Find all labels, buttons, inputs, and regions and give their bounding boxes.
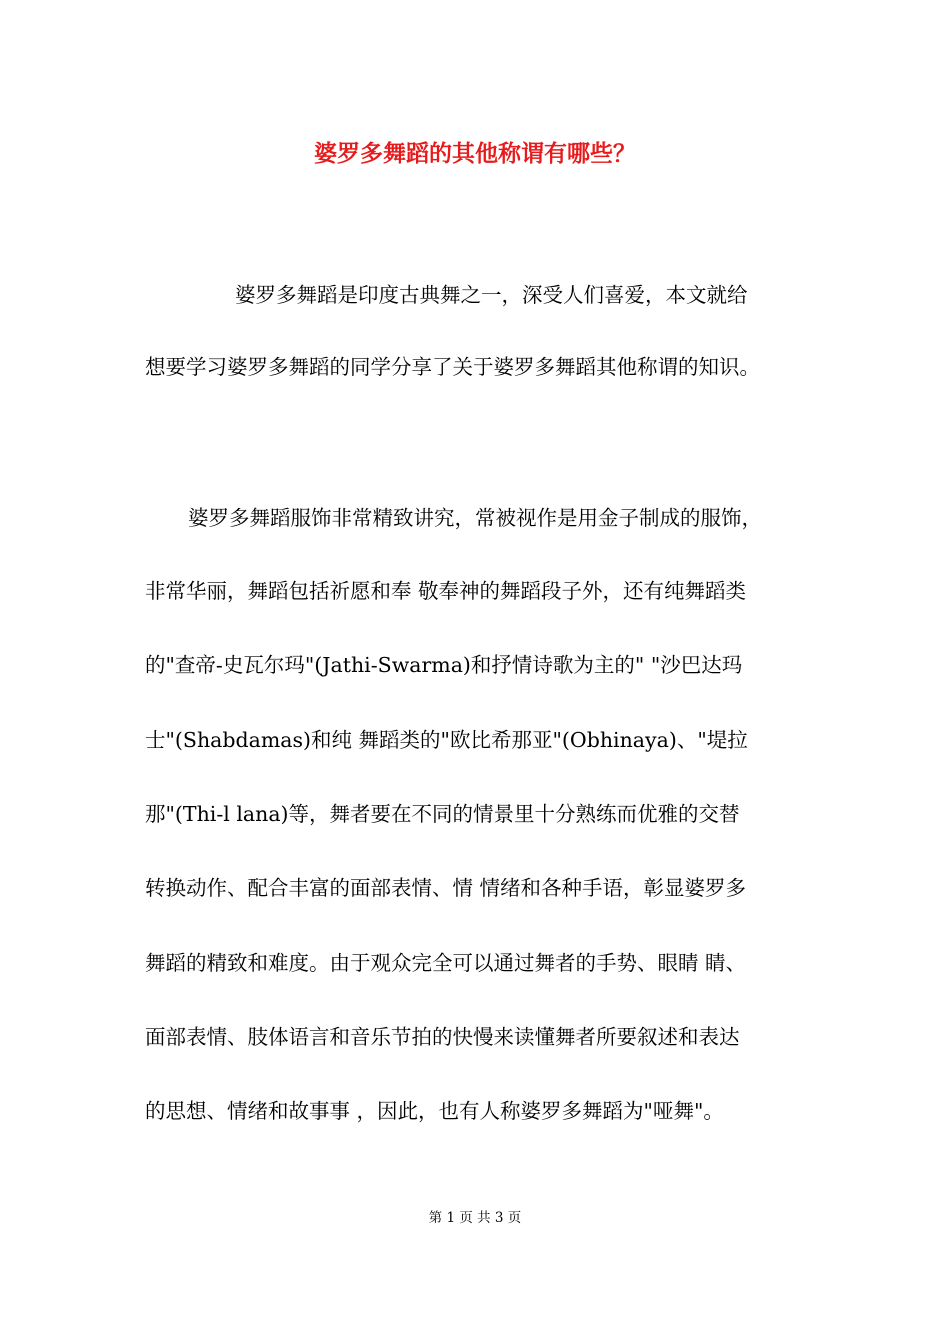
paragraph-2-line-4: 士"(Shabdamas)和纯 舞蹈类的"欧比希那亚"(Obhinaya)、"堤拉 [145,728,748,752]
document-title: 婆罗多舞蹈的其他称谓有哪些？ [314,140,636,167]
paragraph-2-line-5: 那"(Thi-l lana)等，舞者要在不同的情景里十分熟练而优雅的交替 [145,802,740,826]
paragraph-2-line-3: 的"查帝-史瓦尔玛"(Jathi-Swarma)和抒情诗歌为主的" "沙巴达玛 [145,653,743,677]
paragraph-2-line-6: 转换动作、配合丰富的面部表情、情 情绪和各种手语，彰显婆罗多 [145,876,747,900]
paragraph-2-line-8: 面部表情、肢体语言和音乐节拍的快慢来读懂舞者所要叙述和表达 [145,1025,740,1049]
paragraph-2-line-1: 婆罗多舞蹈服饰非常精致讲究，常被视作是用金子制成的服饰， [188,506,762,530]
page-number-footer: 第 1 页 共 3 页 [428,1210,522,1226]
paragraph-2-line-9: 的思想、情绪和故事事 ，因此，也有人称婆罗多舞蹈为"哑舞"。 [145,1099,724,1123]
paragraph-1-line-1: 婆罗多舞蹈是印度古典舞之一，深受人们喜爱，本文就给 [235,283,748,307]
paragraph-2-line-7: 舞蹈的精致和难度。由于观众完全可以通过舞者的手势、眼睛 睛、 [145,951,747,975]
paragraph-2-line-2: 非常华丽，舞蹈包括祈愿和奉 敬奉神的舞蹈段子外，还有纯舞蹈类 [145,579,747,603]
paragraph-1-line-2: 想要学习婆罗多舞蹈的同学分享了关于婆罗多舞蹈其他称谓的知识。 [145,355,760,379]
